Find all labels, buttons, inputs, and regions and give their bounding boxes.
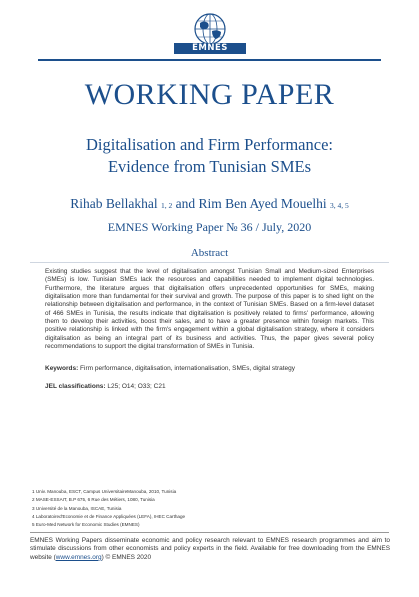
affiliations-list [32, 488, 382, 529]
footer-note [30, 537, 390, 562]
affiliation-item: 1 Univ. Manouba, ESCT, Campus UniversitaireManouba, 2010, Tunisia [32, 489, 177, 494]
page-title: WORKING PAPER [84, 78, 335, 111]
footer-copyright: ) © EMNES 2020 [101, 553, 152, 561]
author-line [0, 196, 419, 212]
author-1-affiliation-marks: 1, 2 [160, 201, 173, 210]
author-connector: and [175, 196, 196, 211]
author-1-name: Rihab Bellakhal [70, 196, 158, 211]
working-paper-number: EMNES Working Paper № 36 / July, 2020 [107, 220, 312, 234]
emnes-website-link[interactable]: www.emnes.org [55, 553, 102, 561]
globe-icon [195, 14, 225, 44]
abstract-divider [30, 262, 389, 263]
affiliation-item: 5 Euro-Med Network for Economic Studies (EMNES) [32, 522, 140, 528]
paper-subtitle [0, 134, 419, 178]
affiliation-item: 2 MASE-ESSAIT, B.P 675, 6 Rue des Métiers, 1080, Tunisia [32, 497, 155, 503]
abstract-text: Existing studies suggest that the level of digitalisation amongst Tunisian Small and Medium-sized Enterprises (SMEs) is low. Tunisian SMEs lack the resources and capabilities needed to implement digital technologies. Furthermore, the literature argues that digitalisation offers unprecedented opportunities for SMEs, making digitalisation more than fundamental for their survival and growth. The purpose of this paper is to shed light on the relationship between digitalisation and performance, in the context of Tunisian SMEs. Based on a firm-level dataset of 466 SMEs in Tunisia, the results indicate that digitalisation is positively related to firms' performance, allowing them to develop their activities, boost their sales, and to have a greater presence within foreign markets. This positive relationship is linked with the firm's engagement within a global digitalisation strategy, where it considers digitalisation as being an integral part of its business and activities. Thus, the paper gives several policy recommendations to support the digital transformation of SMEs in Tunisia. [45, 268, 374, 351]
jel-value: L25; O14; O33; C21 [107, 383, 166, 390]
logo-wordmark: EMNES [174, 43, 246, 54]
keywords-line [45, 365, 385, 372]
abstract-heading: Abstract [190, 247, 229, 259]
jel-label: JEL classifications: [45, 383, 106, 390]
keywords-label: Keywords: [45, 365, 79, 372]
jel-classifications-line [45, 383, 385, 390]
author-2-name: Rim Ben Ayed Mouelhi [198, 196, 327, 211]
footer-divider [30, 532, 389, 533]
subtitle-line-1: Digitalisation and Firm Performance: [86, 135, 333, 154]
footer-text: EMNES Working Papers disseminate economic and policy research relevant to EMNES research programmes and aim to stimulate discussions from other economists and policy experts in the field. Available for free downloading from the EMNES website ( [30, 537, 390, 561]
affiliation-item: 4 Laboratoired'Economie et de Finance Appliquées (LEFA), IHEC Carthage [32, 513, 186, 519]
header-divider [38, 59, 381, 61]
keywords-value: Firm performance, digitalisation, internationalisation, SMEs, digital strategy [80, 365, 296, 372]
subtitle-line-2: Evidence from Tunisian SMEs [107, 157, 312, 176]
author-2-affiliation-marks: 3, 4, 5 [330, 201, 349, 210]
affiliation-item: 3 Université de la Manouba, ISCAE, Tunisia [32, 505, 122, 511]
